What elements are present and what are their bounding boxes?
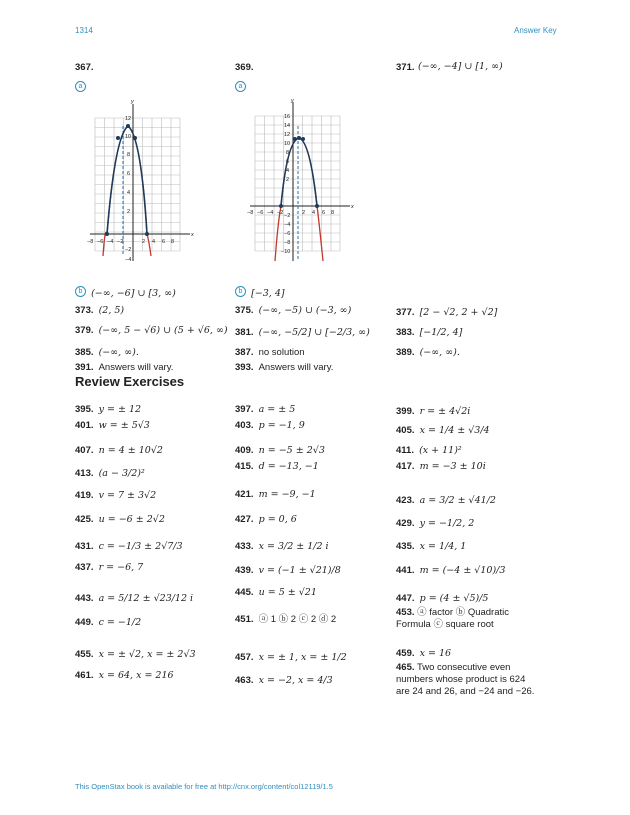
answer-433: 433. x = 3/2 ± 1/2 i: [235, 541, 329, 552]
y-tick-label: 8: [286, 150, 290, 156]
answer-381: 381. (−∞, −5/2] ∪ [−2/3, ∞): [235, 327, 370, 338]
answer-415: 415. d = −13, −1: [235, 461, 319, 472]
answer-379: 379. (−∞, 5 − √6) ∪ (5 + √6, ∞): [75, 325, 228, 336]
answer-443: 443. a = 5/12 ± √23/12 i: [75, 593, 194, 604]
answer-437: 437. r = −6, 7: [75, 562, 144, 573]
answer-411: 411. (x + 11)²: [396, 445, 462, 456]
answer-461: 461. x = 64, x = 216: [75, 670, 174, 681]
answer-453: 453. ⓐ factor ⓑ Quadratic Formula ⓒ square root: [396, 607, 510, 630]
answer-403: 403. p = −1, 9: [235, 420, 305, 431]
answer-389: 389. (−∞, ∞).: [396, 347, 460, 358]
y-tick-label: −6: [284, 231, 291, 237]
x-tick-label: −8: [87, 239, 94, 245]
x-tick-label: −8: [247, 210, 254, 216]
answer-427: 427. p = 0, 6: [235, 514, 297, 525]
y-axis-label: y: [131, 99, 134, 105]
answer-441: 441. m = (−4 ± √10)/3: [396, 565, 506, 576]
y-tick-label: 10: [284, 141, 291, 147]
answer-463: 463. x = −2, x = 4/3: [235, 675, 333, 686]
answer-407: 407. n = 4 ± 10√2: [75, 445, 163, 456]
problem-number: 371.: [396, 62, 415, 73]
answer-419: 419. v = 7 ± 3√2: [75, 490, 157, 501]
part-label: a: [75, 76, 86, 95]
y-tick-label: 12: [284, 132, 291, 138]
x-tick-label: 8: [171, 239, 175, 245]
answer-423: 423. a = 3/2 ± √41/2: [396, 495, 496, 506]
y-tick-label: 16: [284, 114, 291, 120]
x-tick-label: 6: [162, 239, 166, 245]
section-heading: Review Exercises: [75, 374, 185, 389]
y-tick-label: 6: [286, 159, 290, 165]
x-tick-label: 2: [142, 239, 146, 245]
footer-text: This OpenStax book is available for free at http://cnx.org/content/col12119/1.5: [75, 782, 333, 791]
answer-387: 387. no solution: [235, 347, 305, 358]
answer-459: 459. x = 16: [396, 648, 452, 659]
y-tick-label: 2: [127, 209, 131, 215]
answer-439: 439. v = (−1 ± √21)/8: [235, 565, 341, 576]
answer-435: 435. x = 1/4, 1: [396, 541, 467, 552]
answer-385: 385. (−∞, ∞).: [75, 347, 139, 358]
answer-405: 405. x = 1/4 ± √3/4: [396, 425, 490, 436]
y-tick-label: 14: [284, 123, 291, 129]
x-axis-label: x: [351, 204, 354, 210]
answer-417: 417. m = −3 ± 10i: [396, 461, 486, 472]
answer-value: (−∞, −4] ∪ [1, ∞): [418, 61, 503, 72]
parabola-graph-2: [245, 96, 360, 266]
y-tick-label: 6: [127, 171, 131, 177]
x-tick-label: 8: [331, 210, 335, 216]
answer-429: 429. y = −1/2, 2: [396, 518, 475, 529]
page-number: 1314: [75, 26, 93, 35]
answer-421: 421. m = −9, −1: [235, 489, 316, 500]
y-tick-label: −2: [284, 213, 291, 219]
y-axis-label: y: [291, 98, 294, 104]
answer-397: 397. a = ± 5: [235, 404, 296, 415]
answer-391: 391. Answers will vary.: [75, 362, 174, 373]
answer-451: 451. ⓐ 1 ⓑ 2 ⓒ 2 ⓓ 2: [235, 614, 337, 625]
x-tick-label: 6: [322, 210, 326, 216]
x-tick-label: −6: [97, 239, 104, 245]
answer-425: 425. u = −6 ± 2√2: [75, 514, 165, 525]
answer-401: 401. w = ± 5√3: [75, 420, 150, 431]
y-tick-label: 4: [127, 190, 131, 196]
answer-409: 409. n = −5 ± 2√3: [235, 445, 325, 456]
answer-393: 393. Answers will vary.: [235, 362, 334, 373]
y-tick-label: 2: [286, 177, 290, 183]
x-tick-label: 2: [302, 210, 306, 216]
answer-445: 445. u = 5 ± √21: [235, 587, 317, 598]
x-tick-label: −2: [277, 210, 284, 216]
y-tick-label: −4: [284, 222, 291, 228]
answer-465: 465. Two consecutive even numbers whose product is 624 are 24 and 26, and −24 and −26.: [396, 662, 535, 697]
answer-367b: b (−∞, −6] ∪ [3, ∞): [75, 281, 176, 300]
x-tick-label: −4: [267, 210, 274, 216]
y-tick-label: 12: [125, 116, 132, 122]
x-tick-label: 4: [152, 239, 156, 245]
answer-399: 399. r = ± 4√2i: [396, 406, 471, 417]
x-tick-label: −4: [107, 239, 114, 245]
answer-449: 449. c = −1/2: [75, 617, 142, 628]
x-tick-label: 4: [312, 210, 316, 216]
answer-373: 373. (2, 5): [75, 305, 125, 316]
x-tick-label: −6: [257, 210, 264, 216]
answer-395: 395. y = ± 12: [75, 404, 142, 415]
y-tick-label: −2: [125, 247, 132, 253]
y-tick-label: 4: [286, 168, 290, 174]
answer-431: 431. c = −1/3 ± 2√7/3: [75, 541, 183, 552]
part-label: a: [235, 76, 246, 95]
y-tick-label: 10: [125, 134, 132, 140]
answer-457: 457. x = ± 1, x = ± 1/2: [235, 652, 347, 663]
answer-413: 413. (a − 3/2)²: [75, 468, 145, 479]
section-title: Answer Key: [514, 26, 557, 35]
x-axis-label: x: [191, 232, 194, 238]
y-tick-label: 8: [127, 152, 131, 158]
answer-377: 377. [2 − √2, 2 + √2]: [396, 307, 498, 318]
y-tick-label: −8: [284, 240, 291, 246]
answer-447: 447. p = (4 ± √5)/5: [396, 593, 489, 604]
answer-375: 375. (−∞, −5) ∪ (−3, ∞): [235, 305, 352, 316]
x-tick-label: −2: [117, 239, 124, 245]
answer-455: 455. x = ± √2, x = ± 2√3: [75, 649, 196, 660]
problem-number: 367.: [75, 62, 94, 73]
parabola-graph-1: [85, 96, 200, 266]
answer-383: 383. [−1/2, 4]: [396, 327, 463, 338]
y-tick-label: −4: [125, 257, 132, 263]
y-tick-label: −10: [281, 249, 291, 255]
problem-number: 369.: [235, 62, 254, 73]
answer-369b: b [−3, 4]: [235, 281, 285, 300]
